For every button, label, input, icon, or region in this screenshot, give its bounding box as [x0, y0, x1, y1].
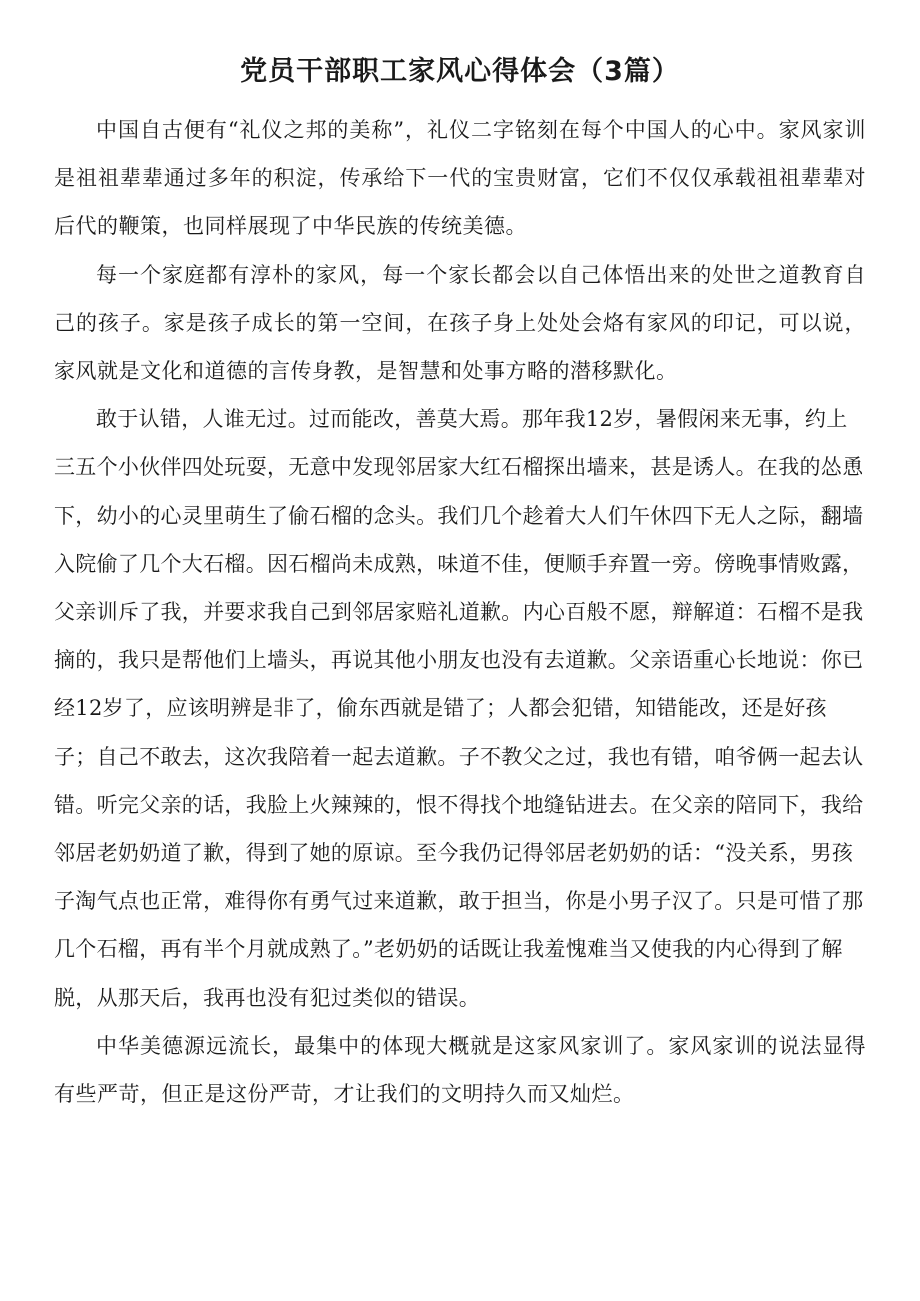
paragraph-courtesy: 中国自古便有“礼仪之邦的美称”，礼仪二字铭刻在每个中国人的心中。家风家训是祖祖辈辈通过多年的积淀，传承给下一代的宝贵财富，它们不仅仅承载祖祖辈辈对后代的鞭策，也同样展现了中华民族的传统美德。 [54, 118, 866, 239]
paragraph-family-style: 每一个家庭都有淳朴的家风，每一个家长都会以自己体悟出来的处世之道教育自己的孩子。家是孩子成长的第一空间，在孩子身上处处会烙有家风的印记，可以说，家风就是文化和道德的言传身教，是智慧和处事方略的潜移默化。 [54, 262, 866, 384]
paragraph-conclusion: 中华美德源远流长，最集中的体现大概就是这家风家训了。家风家训的说法显得有些严苛，但正是这份严苛，才让我们的文明持久而又灿烂。 [54, 1033, 866, 1107]
document-title: 党员干部职工家风心得体会（3篇） [240, 56, 680, 87]
paragraph-pomegranate-story: 敢于认错，人谁无过。过而能改，善莫大焉。那年我12岁，暑假闲来无事，约上三五个小伙伴四处玩耍，无意中发现邻居家大红石榴探出墙来，甚是诱人。在我的怂恿下，幼小的心灵里萌生了偷石榴的念头。我们几个趁着大人们午休四下无人之际，翻墙入院偷了几个大石榴。因石榴尚未成熟，味道不佳，便顺手弃置一旁。傍晚事情败露，父亲训斥了我，并要求我自己到邻居家赔礼道歉。内心百般不愿，辩解道：石榴不是我摘的，我只是帮他们上墙头，再说其他小朋友也没有去道歉。父亲语重心长地说：你已经12岁了，应该明辨是非了，偷东西就是错了；人都会犯错，知错能改，还是好孩子；自己不敢去，这次我陪着一起去道歉。子不教父之过，我也有错，咱爷俩一起去认错。听完父亲的话，我脸上火辣辣的，恨不得找个地缝钻进去。在父亲的陪同下，我给邻居老奶奶道了歉，得到了她的原谅。至今我仍记得邻居老奶奶的话：“没关系，男孩子淘气点也正常，难得你有勇气过来道歉，敢于担当，你是小男子汉了。只是可惜了那几个石榴，再有半个月就成熟了。”老奶奶的话既让我羞愧难当又使我的内心得到了解脱，从那天后，我再也没有犯过类似的错误。 [54, 407, 864, 1010]
document-body [54, 106, 866, 1118]
